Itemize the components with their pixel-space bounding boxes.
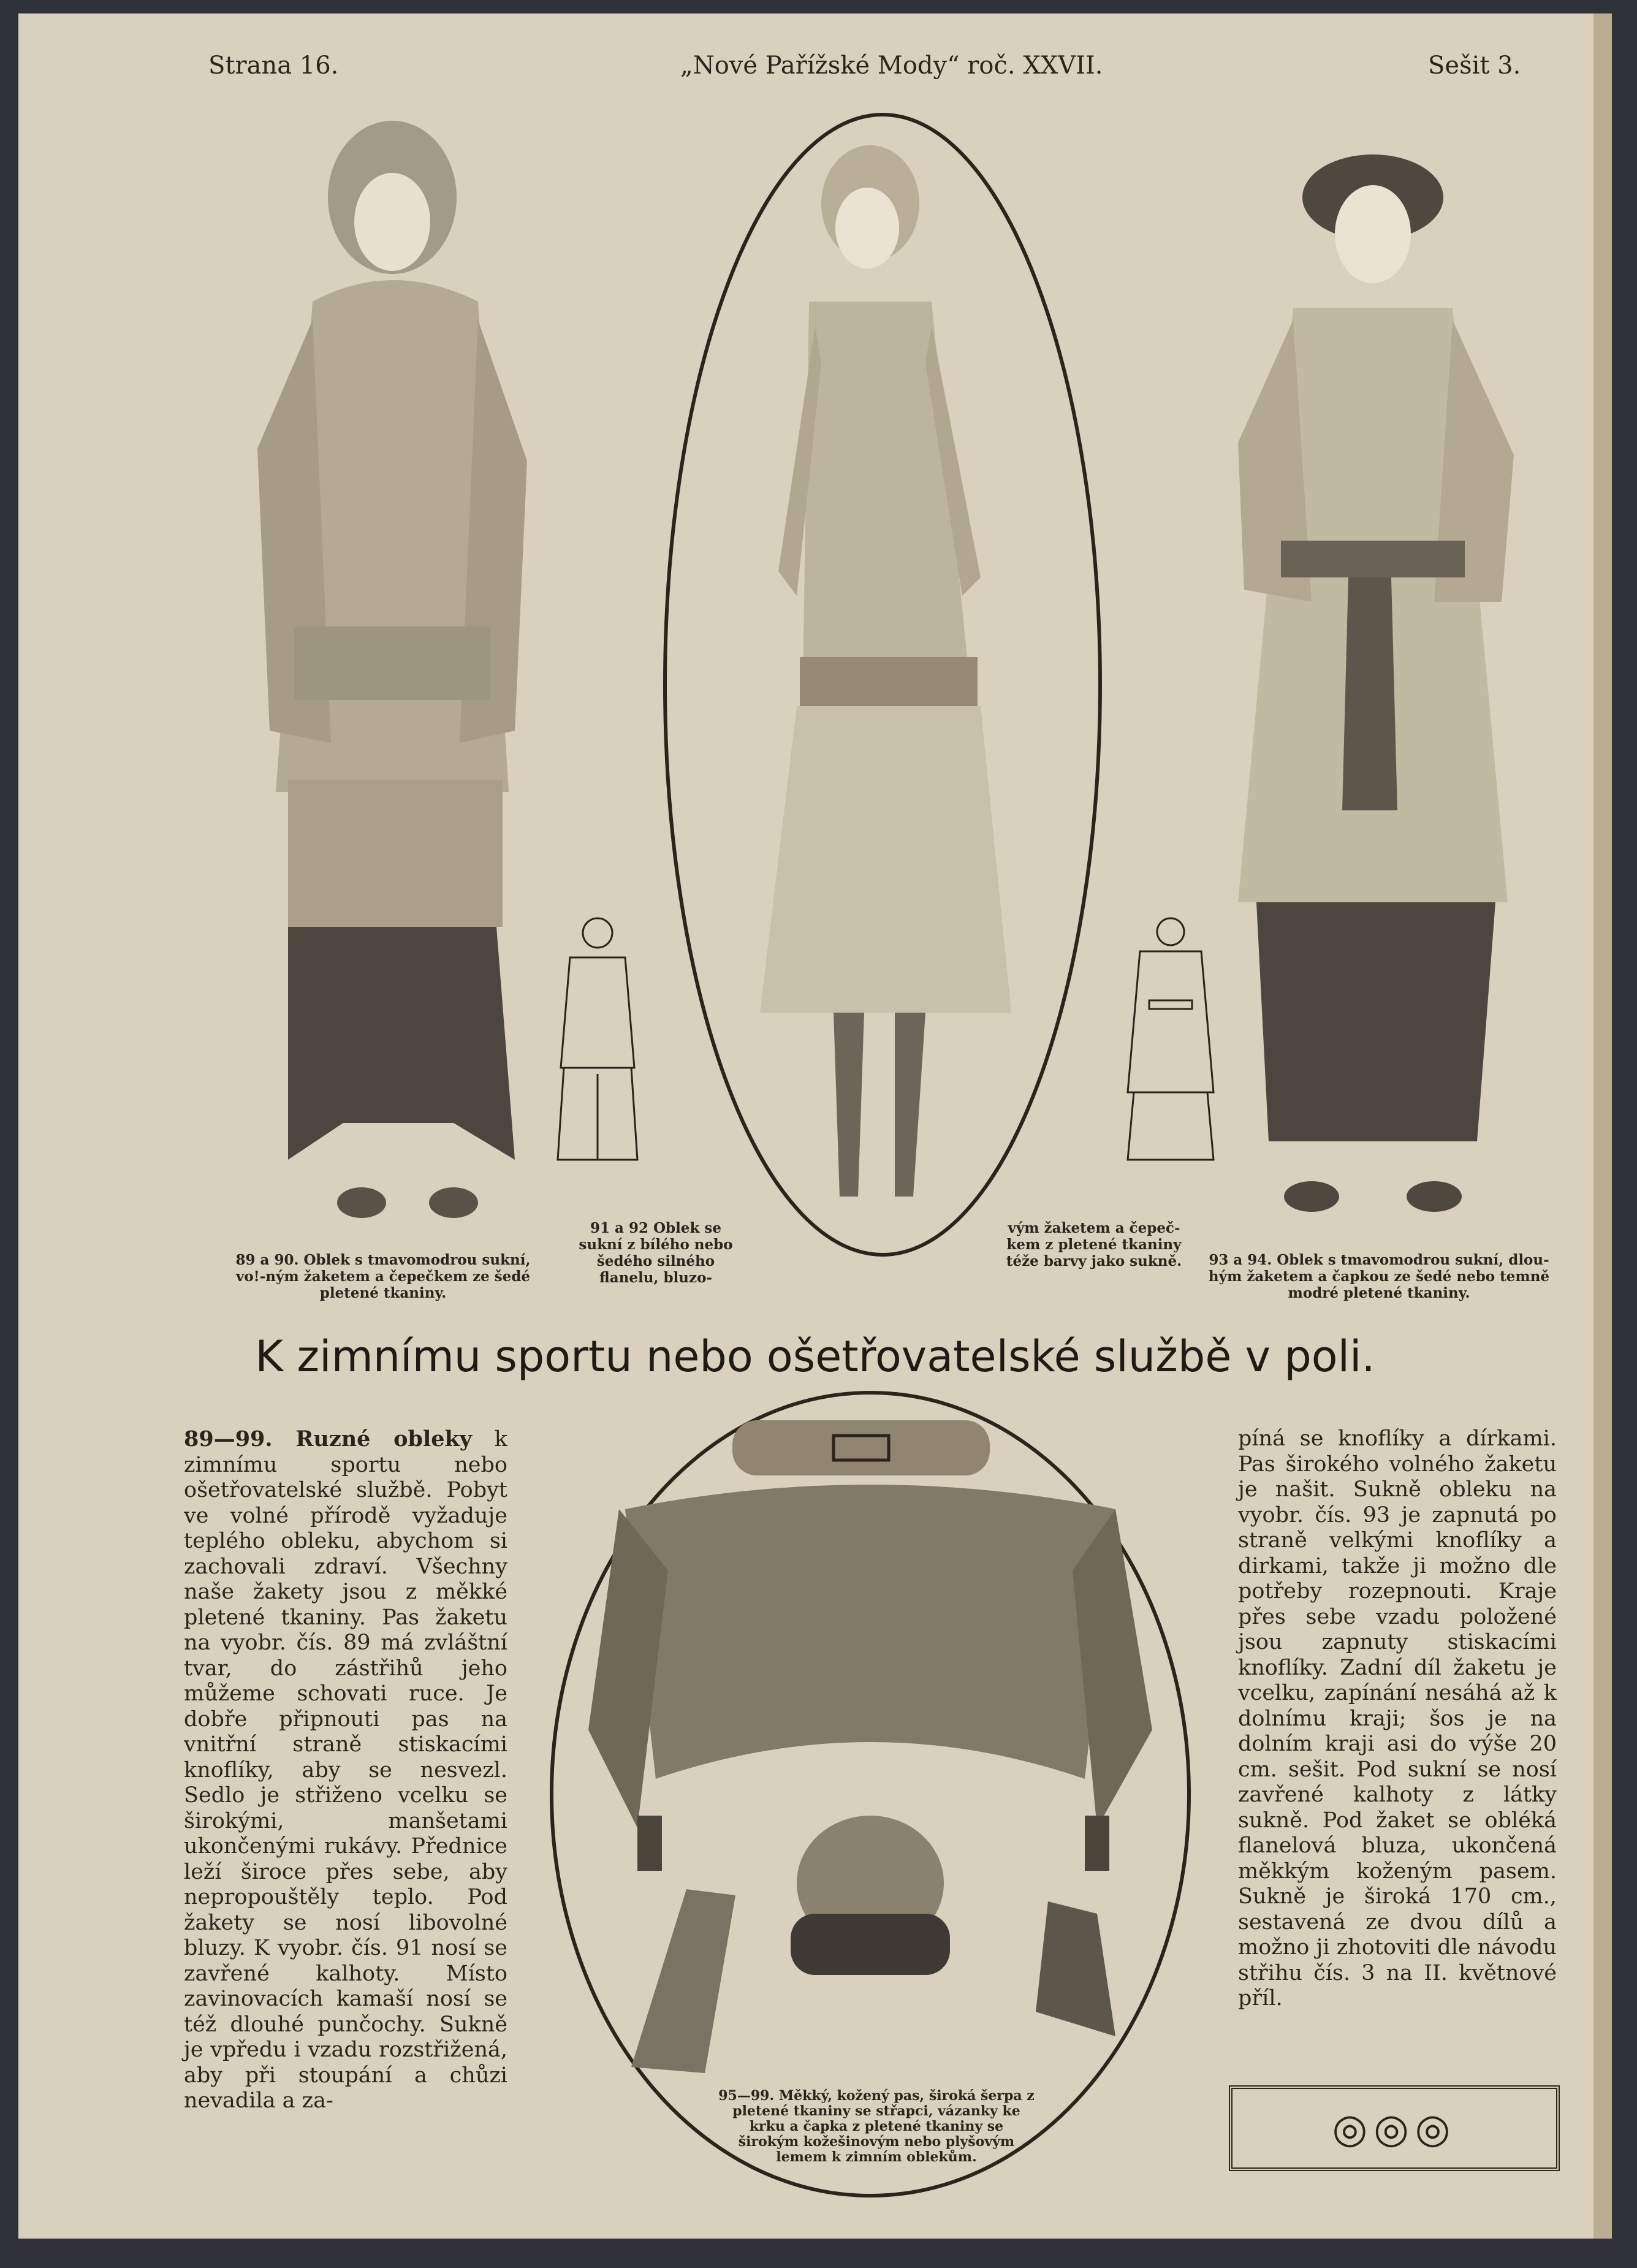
illustration-accessories-circle bbox=[545, 1387, 1195, 2202]
illustration-fig-91-oval bbox=[656, 105, 1109, 1264]
journal-title: „Nové Pařížské Mody“ roč. XXVII. bbox=[680, 51, 1103, 80]
sketch-back-fig-90 bbox=[552, 915, 644, 1172]
article-lead: 89—99. Ruzné obleky bbox=[184, 1426, 473, 1452]
caption-fig-91-right: vým žaketem a čepeč-kem z pletené tkaniny téže barvy jako sukně. bbox=[1006, 1220, 1182, 1269]
article-text-left bbox=[184, 1426, 507, 2114]
caption-fig-89: 89 a 90. Oblek s tmavomodrou sukní, vo!-ným žaketem a čepečkem ze šedé pletené tkaniny. bbox=[235, 1252, 531, 1301]
ornament-circles: ◎◎◎ bbox=[1332, 2104, 1457, 2152]
caption-fig-95: 95—99. Měkký, kožený pas, široká šerpa z pletené tkaniny se střapci, vázanky ke krku a čapka z pletené tkaniny se širokým kožešinovým nebo plyšovým lemem k zimním oblekům. bbox=[718, 2088, 1035, 2165]
caption-fig-93: 93 a 94. Oblek s tmavomodrou sukní, dlou-hým žaketem a čapkou ze šedé nebo temně modré pletené tkaniny. bbox=[1208, 1252, 1550, 1301]
illustration-fig-93 bbox=[1189, 136, 1557, 1227]
page-binding-edge bbox=[1593, 13, 1612, 2239]
issue-number: Sešit 3. bbox=[1428, 51, 1521, 80]
article-title: K zimnímu sportu nebo ošetřovatelské službě v poli. bbox=[255, 1331, 1375, 1382]
magazine-page bbox=[18, 13, 1612, 2239]
article-text-left-body: k zimnímu sportu nebo ošetřovatelské službě. Pobyt ve volné přírodě vyžaduje teplého obleku, abychom si zachovali zdraví. Všechny naše žakety jsou z měkké pletené tkaniny. Pas žaketu na vyobr. čís. 89 má zvláštní tvar, do zástřihů jeho můžeme schovati ruce. Je dobře připnouti pas na vnitřní straně stiskacími knoflíky, aby se nesvezl. Sedlo je střiženo vcelku se širokými, manšetami ukončenými rukávy. Přednice leží široce přes sebe, aby nepropouštěly teplo. Pod žakety se nosí libovolné bluzy. K vyobr. čís. 91 nosí se zavřené kalhoty. Místo zavinovacích kamaší nosí se též dlouhé punčochy. Sukně je vpředu i vzadu rozstřižená, aby při stoupání a chůzi nevadila a za- bbox=[184, 1427, 507, 2113]
illustration-fig-89 bbox=[221, 118, 564, 1221]
caption-fig-91-left: 91 a 92 Oblek se sukní z bílého nebo šedého silného flanelu, bluzo- bbox=[579, 1220, 733, 1286]
page-number: Strana 16. bbox=[208, 51, 339, 80]
article-text-right: píná se knoflíky a dírkami. Pas širokého volného žaketu je našit. Sukně obleku na vyobr. čís. 93 je zapnutá po straně velkými knoflíky a dirkami, takže ji možno dle potřeby rozepnouti. Kraje přes sebe vzadu položené jsou zapnuty stiskacími knoflíky. Zadní díl žaketu je vcelku, zapínání nesáhá až k dolnímu kraji; šos je na dolním kraji asi do výše 20 cm. sešit. Pod sukní se nosí zavřené kalhoty z látky sukně. Pod žaket se obléká flanelová bluza, ukončená měkkým koženým pasem. Sukně je široká 170 cm., sestavená ze dvou dílů a možno ji zhotoviti dle návodu střihu čís. 3 na II. květnové příl. bbox=[1238, 1426, 1557, 2011]
decorative-ornament bbox=[1229, 2085, 1560, 2171]
